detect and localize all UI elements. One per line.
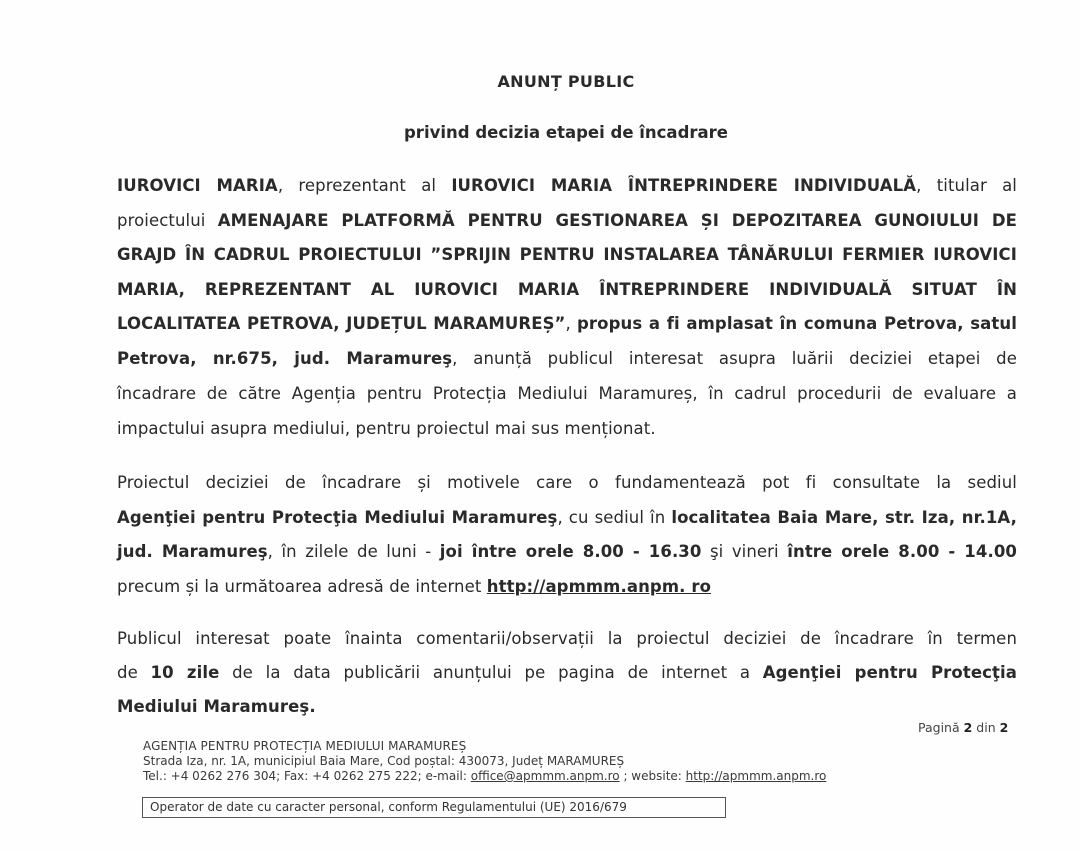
paragraph-line <box>117 383 1017 405</box>
text-run: impactului asupra mediului, pentru proiectul mai sus menționat. <box>117 419 656 438</box>
page-title: ANUNȚ PUBLIC <box>497 72 635 91</box>
text-run: între orele 8.00 - 14.00 <box>787 542 1017 561</box>
text-run: MARIA, REPREZENTANT AL IUROVICI MARIA ÎNTREPRINDERE INDIVIDUALĂ SITUAT ÎN <box>117 280 1017 299</box>
text-run: , reprezentant al <box>277 176 452 195</box>
text-run: , cu sediul în <box>557 508 672 527</box>
text-run: IUROVICI MARIA <box>117 176 278 195</box>
paragraph-line <box>117 279 1017 301</box>
page-number-separator: din <box>972 720 1000 735</box>
text-run: Petrova, nr.675, jud. Maramureş <box>117 349 453 368</box>
paragraph-line <box>117 348 1017 370</box>
text-run: , titular al <box>916 176 1017 195</box>
paragraph-line <box>117 244 1017 266</box>
text-run: , în zilele de luni - <box>267 542 440 561</box>
footer-website-link[interactable]: http://apmmm.anpm.ro <box>685 769 827 783</box>
text-run: 10 zile <box>150 663 220 682</box>
page-number <box>918 720 1008 735</box>
text-run: Agenţiei pentru Protecţia <box>762 663 1017 682</box>
text-run: , <box>565 314 577 333</box>
footer-contact <box>143 769 826 784</box>
paragraph-line <box>117 472 1017 494</box>
paragraph-line <box>117 662 1017 684</box>
text-run: , anunță publicul interesat asupra luării deciziei etapei de <box>452 349 1017 368</box>
website-link[interactable]: http://apmmm.anpm. ro <box>486 577 712 596</box>
paragraph-line <box>117 313 1017 335</box>
text-run: Publicul interesat poate înainta comentarii/observații la proiectul deciziei de încadrare în termen <box>117 629 1017 648</box>
text-run: propus a fi amplasat în comuna Petrova, satul <box>576 314 1017 333</box>
footer-tel-fax: Tel.: +4 0262 276 304; Fax: +4 0262 275 222; e-mail: <box>143 769 471 783</box>
footer-email-link[interactable]: office@apmmm.anpm.ro <box>470 769 620 783</box>
text-run: Agenţiei pentru Protecţia Mediului Maramureş <box>117 508 558 527</box>
page-number-total: 2 <box>999 720 1009 735</box>
paragraph-line <box>117 541 1017 563</box>
gdpr-notice-box: Operator de date cu caracter personal, conform Regulamentului (UE) 2016/679 <box>142 797 726 818</box>
footer-address: Strada Iza, nr. 1A, municipiul Baia Mare, Cod poștal: 430073, Județ MARAMUREȘ <box>143 754 625 768</box>
text-run: AMENAJARE PLATFORMĂ PENTRU GESTIONAREA ȘI DEPOZITAREA GUNOIULUI DE <box>217 211 1017 230</box>
text-run: încadrare de către Agenția pentru Protecția Mediului Maramureș, în cadrul procedurii de evaluare a <box>117 384 1017 403</box>
text-run: localitatea Baia Mare, str. Iza, nr.1A, <box>671 508 1017 527</box>
paragraph-line <box>117 418 1017 440</box>
text-run: LOCALITATEA PETROVA, JUDEȚUL MARAMUREȘ” <box>117 314 566 333</box>
page-number-prefix: Pagină <box>918 720 964 735</box>
paragraph-line <box>117 696 1017 718</box>
page-number-current: 2 <box>963 720 973 735</box>
page-subtitle: privind decizia etapei de încadrare <box>404 123 728 142</box>
text-run: Proiectul deciziei de încadrare și motivele care o fundamentează pot fi consultate la sediul <box>117 473 1017 492</box>
footer-website-label: ; website: <box>619 769 686 783</box>
text-run: Mediului Maramureş. <box>117 697 316 716</box>
text-run: de la data publicării anunțului pe pagina de internet a <box>219 663 763 682</box>
text-run: joi între orele 8.00 - 16.30 <box>439 542 702 561</box>
paragraph-line <box>117 507 1017 529</box>
text-run: jud. Maramureş <box>117 542 268 561</box>
text-run: IUROVICI MARIA ÎNTREPRINDERE INDIVIDUALĂ <box>451 176 917 195</box>
footer-organization: AGENȚIA PENTRU PROTECȚIA MEDIULUI MARAMUREȘ <box>143 739 467 753</box>
paragraph-line <box>117 210 1017 232</box>
text-run: GRAJD ÎN CADRUL PROIECTULUI ”SPRIJIN PENTRU INSTALAREA TÂNĂRULUI FERMIER IUROVICI <box>117 245 1017 264</box>
letterhead-footer <box>143 739 826 784</box>
text-run: şi vineri <box>701 542 788 561</box>
text-run: precum și la următoarea adresă de internet <box>117 577 487 596</box>
paragraph-line <box>117 628 1017 650</box>
paragraph-line <box>117 576 1017 598</box>
text-run: de <box>117 663 151 682</box>
text-run: proiectului <box>117 211 218 230</box>
paragraph-line <box>117 175 1017 197</box>
